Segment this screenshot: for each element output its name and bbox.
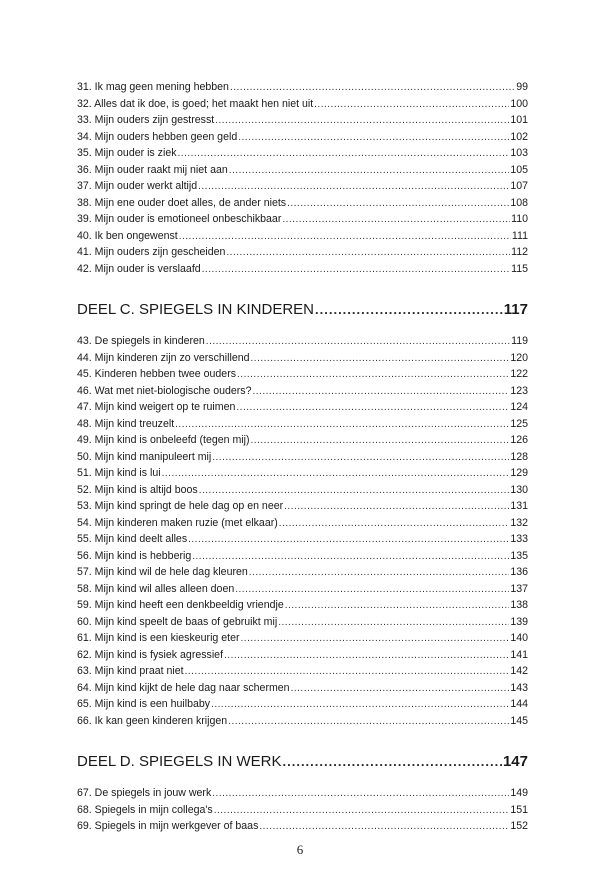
toc-entry — [77, 498, 528, 515]
toc-entry-title: 57. Mijn kind wil de hele dag kleuren — [77, 566, 248, 578]
toc-dot-leader — [279, 516, 510, 532]
toc-entry — [77, 465, 528, 482]
toc-dot-leader — [315, 297, 503, 323]
toc-entry-title: 68. Spiegels in mijn collega's — [77, 803, 213, 816]
toc-entry-page: 108 — [510, 196, 528, 209]
toc-entry-title: 49. Mijn kind is onbeleefd (tegen mij) — [77, 434, 250, 446]
section-heading-deel-d — [77, 749, 528, 775]
toc-dot-leader — [237, 367, 509, 383]
toc-entry-page: 120 — [510, 351, 528, 364]
toc-dot-leader — [162, 466, 510, 482]
toc-dot-leader — [229, 163, 510, 179]
toc-entry-title: 34. Mijn ouders hebben geen geld — [77, 130, 238, 143]
toc-dot-leader — [188, 532, 509, 548]
toc-entry — [77, 162, 528, 179]
toc-entry-title: 67. De spiegels in jouw werk — [77, 787, 212, 799]
table-of-contents — [77, 79, 528, 835]
toc-dot-leader — [241, 631, 510, 647]
toc-entry — [77, 785, 528, 802]
toc-dot-leader — [185, 664, 510, 680]
toc-entry-title: 61. Mijn kind is een kieskeurig eter — [77, 632, 240, 644]
toc-entry — [77, 96, 528, 113]
toc-entry — [77, 564, 528, 581]
toc-dot-leader — [214, 803, 510, 819]
toc-entry-title: 69. Spiegels in mijn werkgever of baas — [77, 820, 259, 832]
toc-entry-title: 60. Mijn kind speelt de baas of gebruikt mij — [77, 615, 278, 628]
toc-group-2 — [77, 333, 528, 729]
toc-entry-page: 135 — [510, 549, 528, 562]
toc-entry-title: 46. Wat met niet-biologische ouders? — [77, 384, 252, 397]
toc-entry-title: 59. Mijn kind heeft een denkbeeldig vriendje — [77, 599, 284, 611]
toc-entry-title: 62. Mijn kind is fysiek agressief — [77, 648, 224, 661]
toc-group-1 — [77, 79, 528, 277]
toc-entry-title: 55. Mijn kind deelt alles — [77, 533, 188, 545]
toc-dot-leader — [192, 549, 509, 565]
toc-entry-page: 136 — [510, 566, 528, 578]
toc-entry-title: 53. Mijn kind springt de hele dag op en neer — [77, 500, 284, 512]
toc-entry-title: 32. Alles dat ik doe, is goed; het maakt hen niet uit — [77, 97, 314, 110]
toc-entry-title: 63. Mijn kind praat niet — [77, 665, 184, 677]
toc-entry — [77, 112, 528, 129]
toc-entry-title: 64. Mijn kind kijkt de hele dag naar schermen — [77, 681, 290, 694]
toc-entry — [77, 145, 528, 162]
toc-entry-page: 110 — [511, 213, 528, 225]
toc-entry-page: 131 — [510, 500, 528, 512]
toc-entry-title: 35. Mijn ouder is ziek — [77, 147, 177, 159]
toc-dot-leader — [249, 565, 510, 581]
toc-entry-title: 36. Mijn ouder raakt mij niet aan — [77, 163, 228, 176]
toc-entry-title: 44. Mijn kinderen zijn zo verschillend — [77, 351, 250, 364]
toc-entry — [77, 713, 528, 730]
toc-entry-page: 105 — [510, 163, 528, 176]
toc-entry-page: 144 — [510, 698, 528, 710]
toc-entry — [77, 79, 528, 96]
toc-entry-page: 137 — [510, 582, 528, 595]
toc-dot-leader — [230, 80, 515, 96]
toc-dot-leader — [178, 146, 510, 162]
toc-entry — [77, 244, 528, 261]
toc-entry — [77, 383, 528, 400]
toc-entry — [77, 614, 528, 631]
toc-entry-page: 143 — [510, 681, 528, 694]
spacer — [77, 729, 528, 749]
toc-entry-title: 56. Mijn kind is hebberig — [77, 549, 192, 562]
toc-entry-page: 152 — [510, 820, 528, 832]
toc-entry-title: 31. Ik mag geen mening hebben — [77, 81, 229, 93]
toc-entry-title: 45. Kinderen hebben twee ouders — [77, 368, 237, 380]
toc-entry-page: 100 — [510, 97, 528, 110]
toc-dot-leader — [235, 582, 509, 598]
toc-dot-leader — [285, 598, 510, 614]
page-number: 6 — [296, 842, 304, 857]
toc-entry-title: 42. Mijn ouder is verslaafd — [77, 262, 201, 275]
toc-dot-leader — [253, 384, 510, 400]
toc-entry — [77, 531, 528, 548]
toc-entry-page: 142 — [510, 665, 528, 677]
toc-entry-title: 48. Mijn kind treuzelt — [77, 417, 175, 430]
toc-dot-leader — [251, 351, 510, 367]
toc-entry-title: 33. Mijn ouders zijn gestresst — [77, 114, 215, 126]
toc-entry-title: 65. Mijn kind is een huilbaby — [77, 698, 211, 710]
toc-entry-title: 38. Mijn ene ouder doet alles, de ander niets — [77, 196, 287, 209]
toc-entry-title: 40. Ik ben ongewenst — [77, 229, 178, 242]
toc-entry-page: 138 — [510, 599, 528, 611]
toc-entry — [77, 548, 528, 565]
toc-entry-page: 149 — [510, 787, 528, 799]
toc-entry-page: 139 — [510, 615, 528, 628]
toc-entry-page: 141 — [510, 648, 528, 661]
toc-dot-leader — [278, 615, 509, 631]
toc-entry-title: 66. Ik kan geen kinderen krijgen — [77, 714, 228, 727]
toc-dot-leader — [238, 130, 509, 146]
section-heading-page: 117 — [503, 301, 528, 318]
toc-entry-page: 132 — [510, 516, 528, 529]
toc-entry-page: 151 — [510, 803, 528, 816]
toc-dot-leader — [175, 417, 509, 433]
toc-dot-leader — [287, 196, 509, 212]
toc-entry-page: 126 — [510, 434, 528, 446]
section-heading-page: 147 — [502, 753, 528, 770]
toc-dot-leader — [251, 433, 510, 449]
toc-entry — [77, 680, 528, 697]
toc-dot-leader — [291, 681, 510, 697]
toc-entry-page: 115 — [511, 262, 528, 275]
toc-entry — [77, 581, 528, 598]
toc-dot-leader — [215, 113, 509, 129]
toc-entry-title: 41. Mijn ouders zijn gescheiden — [77, 246, 226, 258]
toc-entry-page: 107 — [510, 180, 528, 192]
toc-dot-leader — [199, 483, 510, 499]
spacer — [77, 323, 528, 333]
toc-entry-title: 51. Mijn kind is lui — [77, 467, 161, 479]
toc-group-3 — [77, 785, 528, 835]
toc-entry-page: 99 — [516, 81, 528, 93]
toc-entry-page: 101 — [510, 114, 528, 126]
toc-entry — [77, 399, 528, 416]
toc-entry — [77, 802, 528, 819]
toc-entry — [77, 211, 528, 228]
toc-dot-leader — [206, 334, 510, 350]
toc-entry — [77, 261, 528, 278]
toc-entry-title: 54. Mijn kinderen maken ruzie (met elkaar) — [77, 516, 278, 529]
toc-dot-leader — [179, 229, 511, 245]
toc-entry-page: 102 — [510, 130, 528, 143]
toc-entry-page: 123 — [510, 384, 528, 397]
toc-dot-leader — [228, 714, 509, 730]
toc-entry-page: 122 — [510, 368, 528, 380]
toc-dot-leader — [236, 400, 509, 416]
section-heading-title: DEEL C. SPIEGELS IN KINDEREN — [77, 301, 315, 318]
toc-entry — [77, 663, 528, 680]
toc-dot-leader — [226, 245, 510, 261]
toc-entry — [77, 178, 528, 195]
toc-entry-title: 47. Mijn kind weigert op te ruimen — [77, 401, 236, 413]
toc-dot-leader — [283, 749, 502, 775]
toc-entry-title: 43. De spiegels in kinderen — [77, 335, 205, 347]
toc-entry — [77, 449, 528, 466]
toc-entry-page: 133 — [510, 533, 528, 545]
toc-entry — [77, 482, 528, 499]
toc-entry-page: 119 — [511, 335, 528, 347]
toc-entry — [77, 195, 528, 212]
spacer — [77, 277, 528, 297]
toc-entry — [77, 432, 528, 449]
toc-dot-leader — [282, 212, 510, 228]
toc-entry-page: 111 — [511, 229, 528, 242]
toc-entry-page: 145 — [510, 714, 528, 727]
toc-entry-title: 39. Mijn ouder is emotioneel onbeschikbaar — [77, 213, 282, 225]
toc-entry-page: 103 — [510, 147, 528, 159]
toc-entry — [77, 647, 528, 664]
toc-dot-leader — [259, 819, 509, 835]
toc-entry-page: 124 — [510, 401, 528, 413]
toc-entry — [77, 228, 528, 245]
toc-entry — [77, 515, 528, 532]
toc-entry-page: 129 — [510, 467, 528, 479]
toc-entry-title: 50. Mijn kind manipuleert mij — [77, 450, 212, 463]
toc-entry-page: 125 — [510, 417, 528, 430]
toc-entry-page: 128 — [510, 450, 528, 463]
toc-entry-page: 130 — [510, 483, 528, 496]
toc-entry — [77, 333, 528, 350]
section-heading-title: DEEL D. SPIEGELS IN WERK — [77, 753, 282, 770]
section-heading-deel-c — [77, 297, 528, 323]
spacer — [77, 775, 528, 785]
toc-dot-leader — [284, 499, 509, 515]
toc-dot-leader — [202, 262, 510, 278]
toc-entry — [77, 630, 528, 647]
toc-entry-title: 58. Mijn kind wil alles alleen doen — [77, 582, 235, 595]
toc-dot-leader — [211, 697, 509, 713]
toc-entry — [77, 350, 528, 367]
toc-entry-page: 140 — [510, 632, 528, 644]
toc-entry-page: 112 — [511, 246, 528, 258]
toc-entry — [77, 597, 528, 614]
toc-entry — [77, 818, 528, 835]
toc-entry — [77, 416, 528, 433]
toc-dot-leader — [198, 179, 509, 195]
toc-entry-title: 52. Mijn kind is altijd boos — [77, 483, 198, 496]
toc-dot-leader — [212, 786, 509, 802]
toc-dot-leader — [224, 648, 509, 664]
toc-entry — [77, 696, 528, 713]
toc-entry — [77, 129, 528, 146]
toc-dot-leader — [314, 97, 509, 113]
toc-entry — [77, 366, 528, 383]
toc-dot-leader — [212, 450, 509, 466]
toc-entry-title: 37. Mijn ouder werkt altijd — [77, 180, 198, 192]
